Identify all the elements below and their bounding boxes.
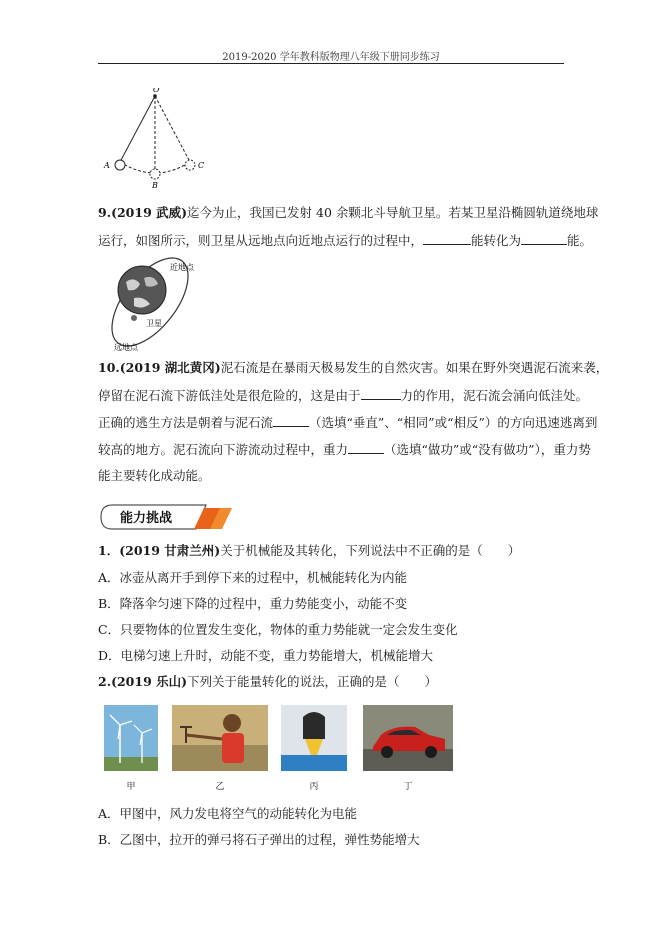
pendulum-string-c [155,96,190,162]
ball-b [150,169,160,179]
page-header: 2019-2020 学年教科版物理八年级下册同步练习 [222,52,440,63]
q1-option-c[interactable]: C．只要物体的位置发生变化，物体的重力势能就一定会发生变化 [98,622,458,637]
label-perigee: 近地点 [170,263,194,272]
photo-road [363,749,453,771]
q10-text3a: 正确的逃生方法是朝着与泥石流 [98,415,274,430]
header-rule [98,63,564,64]
section-title: 能力挑战 [120,511,173,526]
q1-option-d[interactable]: D．电梯匀速上升时，动能不变，重力势能增大，机械能增大 [98,648,434,663]
q10-text1: 泥石流是在暴雨天极易发生的自然灾害。如果在野外突遇泥石流来袭， [220,360,609,375]
boy-head [223,714,241,732]
q10-text4a: 较高的地方。泥石流向下游流动过程中，重力 [98,442,349,457]
photo-base [281,755,347,771]
q2-stem [98,674,437,690]
q2-stem-text: 下列关于能量转化的说法，正确的是（ ） [187,674,438,689]
q9-blank-1[interactable] [423,232,471,245]
q10-text2b: 力的作用，泥石流会涌向低洼处。 [400,388,589,403]
q9-line2 [98,232,592,249]
pendulum-string-a [120,96,155,162]
q10-text4b: （选填“做功”或“没有做功”），重力势 [384,442,591,457]
q9-blank-2[interactable] [521,232,567,245]
ball-c [185,160,195,170]
q1-stem-text: 关于机械能及其转化，下列说法中不正确的是（ ） [220,543,521,558]
label-apogee: 远地点 [114,343,138,352]
label-c: C [198,161,205,170]
ball-a [115,160,125,170]
q1-option-b[interactable]: B．降落伞匀速下降的过程中，重力势能变小，动能不变 [98,596,408,611]
q10-text3b: （选填“垂直”、“相同”或“相反”）的方向迅速逃离到 [309,415,598,430]
label-a: A [104,161,110,170]
q10-line2 [98,387,588,404]
label-b: B [152,181,158,188]
caption-bing: 丙 [309,782,319,792]
caption-jia: 甲 [126,782,136,792]
car-wheel-front [425,746,437,758]
q1-number: 1． [98,543,120,558]
q10-line3 [98,414,597,431]
q9-text2c: 能。 [567,233,593,248]
q2-source: (2019 乐山) [111,674,188,689]
satellite-dot [131,315,137,321]
caption-ding: 丁 [403,782,413,792]
q10-text2a: 停留在泥石流下游低洼处是很危险的，这是由于 [98,388,361,403]
pivot-point [153,94,157,98]
q2-option-b[interactable]: B．乙图中，拉开的弹弓将石子弹出的过程，弹性势能增大 [98,832,420,847]
q9-source: (2019 武威) [111,205,188,220]
photo-ground [172,745,268,771]
capsule-body [303,712,325,739]
q9-text1: 迄今为止，我国已发射 40 余颗北斗导航卫星。若某卫星沿椭圆轨道绕地球 [187,205,599,220]
satellite-orbit-figure [100,256,210,354]
q10-blank-2[interactable] [273,414,309,427]
q9-line1 [98,205,598,221]
image-rocket-launch [281,705,347,771]
q1-source: (2019 甘肃兰州) [119,543,221,558]
caption-yi: 乙 [215,782,225,792]
q2-number: 2. [98,674,112,689]
q10-line5 [98,468,211,484]
q10-number: 10. [98,360,120,375]
q10-source: (2019 湖北黄冈) [119,360,221,375]
q10-line1 [98,360,608,376]
image-slingshot-boy [172,705,268,771]
pendulum-figure [100,88,210,188]
q9-text2b: 能转化为 [471,233,522,248]
q1-option-a[interactable]: A．冰壶从离开手到停下来的过程中，机械能转化为内能 [98,570,408,585]
q9-text2a: 运行，如图所示，则卫星从远地点向近地点运行的过程中， [98,233,424,248]
image-red-car [363,705,453,771]
boy-shirt [222,733,244,763]
label-satellite: 卫星 [146,319,162,328]
q10-text5: 能主要转化成动能。 [98,468,211,483]
q10-line4 [98,441,591,458]
section-banner [100,504,234,530]
label-o: O [153,88,160,94]
q10-blank-1[interactable] [361,387,401,400]
q9-number: 9. [98,205,112,220]
ground [104,757,158,771]
car-wheel-rear [381,746,393,758]
q2-option-a[interactable]: A．甲图中，风力发电将空气的动能转化为电能 [98,806,358,821]
q1-stem [98,543,520,559]
image-wind-turbines [104,705,158,771]
q10-blank-3[interactable] [348,441,384,454]
